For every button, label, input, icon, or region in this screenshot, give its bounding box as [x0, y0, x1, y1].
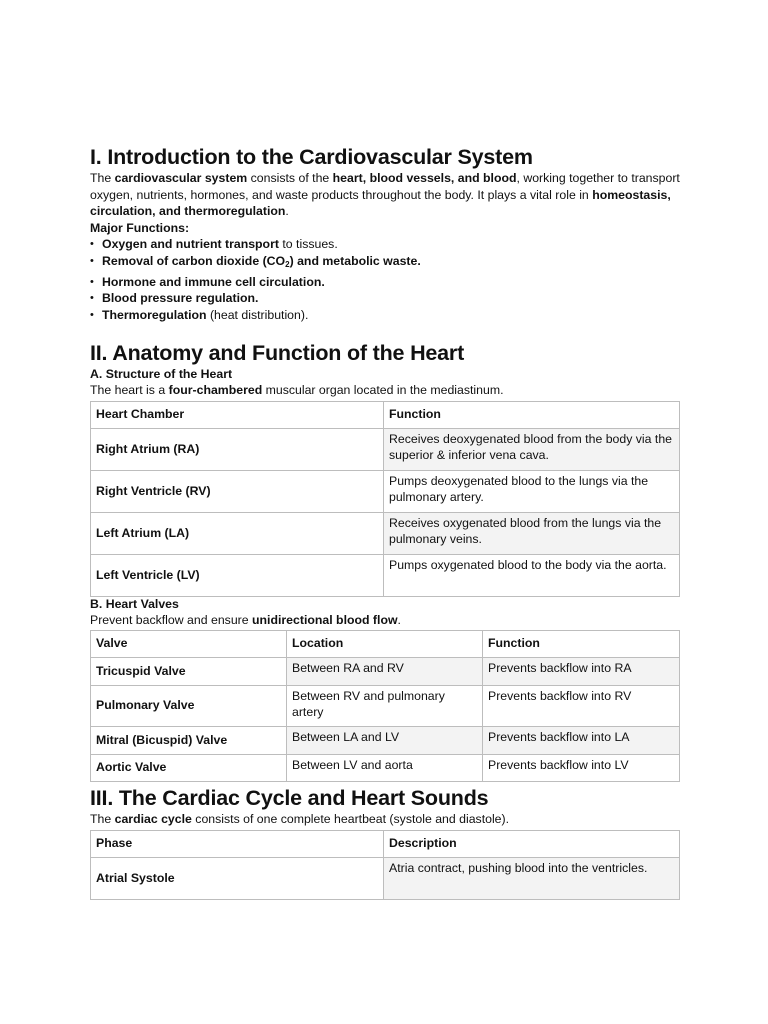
subheading-valves: B. Heart Valves [90, 597, 179, 611]
table-row: Tricuspid Valve Between RA and RV Prevents backflow into RA [91, 658, 680, 686]
cardiac-phase-table [90, 830, 680, 900]
table-header: Phase [91, 831, 384, 858]
major-functions-list [90, 236, 680, 324]
list-item: • Oxygen and nutrient transport to tissues. [90, 236, 680, 253]
cardiac-cycle-paragraph: The cardiac cycle consists of one complete heartbeat (systole and diastole). [90, 812, 510, 826]
section-heading-introduction: I. Introduction to the Cardiovascular System [90, 145, 533, 169]
table-header: Valve [91, 631, 287, 658]
table-row: Pulmonary Valve Between RV and pulmonary artery Prevents backflow into RV [91, 686, 680, 727]
table-header: Function [483, 631, 680, 658]
table-row: Right Atrium (RA) Receives deoxygenated blood from the body via the superior & inferior vena cava. [91, 429, 680, 471]
table-header: Description [384, 831, 680, 858]
intro-paragraph: The cardiovascular system consists of the heart, blood vessels, and blood, working together to transport oxygen, nutrients, hormones, and waste products throughout the body. It plays a vital role in homeostasis, circulation, and thermoregulation. [90, 171, 680, 218]
major-functions-label: Major Functions: [90, 221, 190, 235]
table-row: Left Atrium (LA) Receives oxygenated blood from the lungs via the pulmonary veins. [91, 513, 680, 555]
table-row: Aortic Valve Between LV and aorta Prevents backflow into LV [91, 755, 680, 782]
valves-paragraph: Prevent backflow and ensure unidirectional blood flow. [90, 613, 401, 627]
list-item: • Thermoregulation (heat distribution). [90, 307, 680, 324]
list-item: • Removal of carbon dioxide $(CO_2)$ and metabolic waste. [90, 253, 680, 274]
table-row: Atrial Systole Atria contract, pushing blood into the ventricles. [91, 858, 680, 900]
list-item: • Blood pressure regulation. [90, 290, 680, 307]
table-header: Function [384, 402, 680, 429]
structure-paragraph: The heart is a four-chambered muscular organ located in the mediastinum. [90, 383, 504, 397]
table-header: Location [287, 631, 483, 658]
list-item: • Hormone and immune cell circulation. [90, 274, 680, 291]
table-row: Right Ventricle (RV) Pumps deoxygenated blood to the lungs via the pulmonary artery. [91, 471, 680, 513]
section-heading-cardiac-cycle: III. The Cardiac Cycle and Heart Sounds [90, 786, 489, 810]
table-row: Left Ventricle (LV) Pumps oxygenated blood to the body via the aorta. [91, 555, 680, 597]
table-row: Mitral (Bicuspid) Valve Between LA and LV Prevents backflow into LA [91, 727, 680, 755]
heart-chambers-table [90, 401, 680, 597]
subheading-structure: A. Structure of the Heart [90, 367, 233, 381]
table-header: Heart Chamber [91, 402, 384, 429]
heart-valves-table [90, 630, 680, 782]
section-heading-anatomy: II. Anatomy and Function of the Heart [90, 341, 465, 365]
